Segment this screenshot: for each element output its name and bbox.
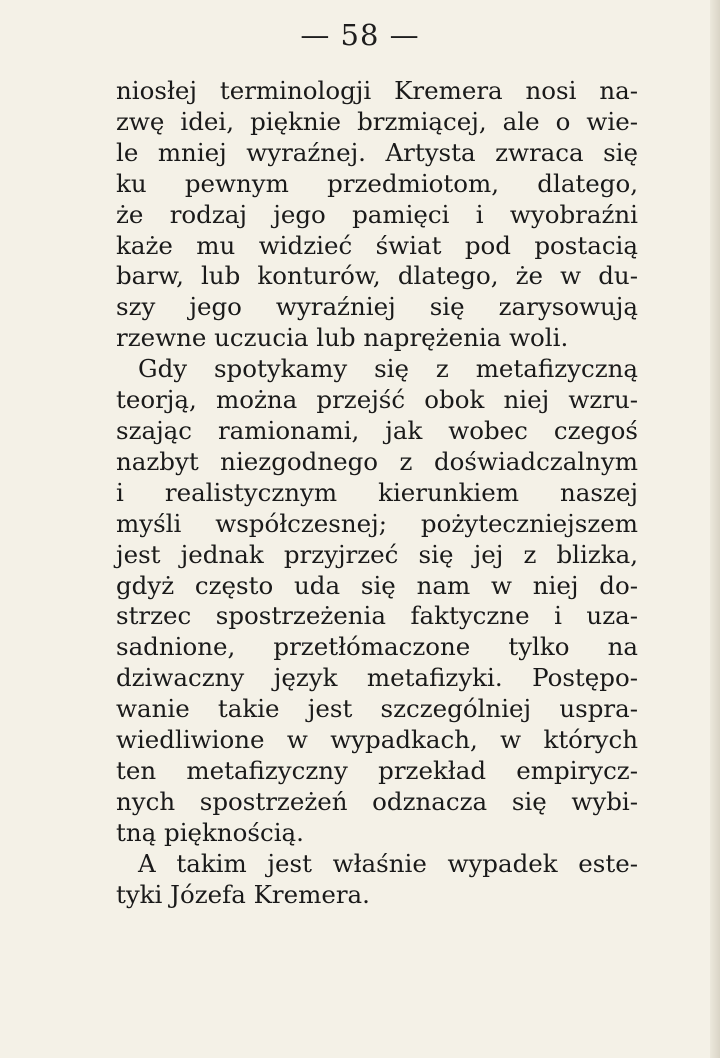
text-line: wanie takie jest szczególniej uspra- [116, 694, 638, 724]
text-line: szy jego wyraźniej się zarysowują [116, 292, 638, 322]
text-line: jest jednak przyjrzeć się jej z blizka, [116, 539, 638, 569]
text-line: każe mu widzieć świat pod postacią [116, 230, 638, 260]
body-text [116, 76, 638, 910]
text-line: rzewne uczucia lub naprężenia woli. [116, 323, 569, 353]
text-line: i realistycznym kierunkiem naszej [116, 477, 638, 507]
text-line: wiedliwione w wypadkach, w których [116, 725, 638, 755]
text-line: zwę idei, pięknie brzmiącej, ale o wie- [116, 106, 638, 136]
text-line: gdyż często uda się nam w niej do- [116, 570, 638, 600]
text-line: Gdy spotykamy się z metafizyczną [138, 354, 638, 384]
text-line: nazbyt niezgodnego z doświadczalnym [116, 446, 638, 476]
text-line: że rodzaj jego pamięci i wyobraźni [116, 199, 638, 229]
text-line: strzec spostrzeżenia faktyczne i uza- [116, 601, 638, 631]
text-line: barw, lub konturów, dlatego, że w du- [116, 261, 638, 291]
text-line: dziwaczny język metafizyki. Postępo- [116, 663, 638, 693]
text-line: A takim jest właśnie wypadek este- [138, 848, 638, 878]
text-line: tyki Józefa Kremera. [116, 879, 370, 909]
text-line: ku pewnym przedmiotom, dlatego, [116, 168, 638, 198]
text-line: teorją, można przejść obok niej wzru- [116, 385, 638, 415]
text-line: tną pięknością. [116, 817, 304, 847]
text-line: sadnione, przetłómaczone tylko na [116, 632, 638, 662]
page-number: — 58 — [300, 18, 420, 52]
page-edge [710, 0, 720, 1058]
text-line: ten metafizyczny przekład empirycz- [116, 755, 638, 785]
text-line: szając ramionami, jak wobec czegoś [116, 415, 638, 445]
text-line: le mniej wyraźnej. Artysta zwraca się [116, 137, 638, 167]
text-line: nych spostrzeżeń odznacza się wybi- [116, 786, 638, 816]
text-line: myśli współczesnej; pożyteczniejszem [116, 508, 638, 538]
text-line: niosłej terminologji Kremera nosi na- [116, 76, 638, 105]
